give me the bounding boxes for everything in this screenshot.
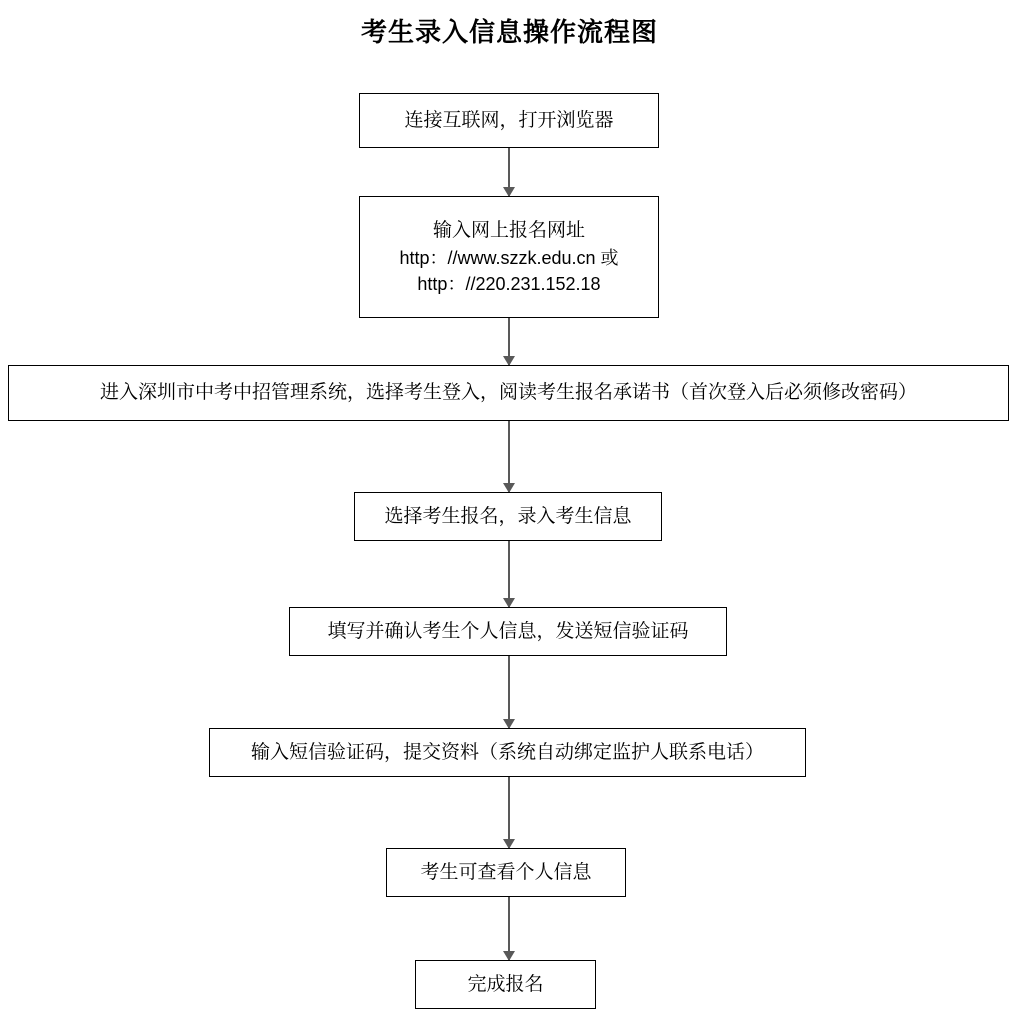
- flow-node-connect-internet: [359, 93, 659, 148]
- flow-node-complete-registration: [415, 960, 596, 1009]
- connector-n3-n4: [508, 421, 510, 492]
- page-title: 考生录入信息操作流程图: [360, 17, 658, 47]
- flow-node-text: 填写并确认考生个人信息，发送短信验证码: [327, 620, 689, 642]
- connector-n6-n7: [508, 777, 510, 848]
- flow-node-view-info: [386, 848, 626, 897]
- flow-node-fill-personal-info: [289, 607, 727, 656]
- connector-n1-n2: [508, 148, 510, 196]
- connector-n7-n8: [508, 897, 510, 960]
- flow-node-text: 输入网上报名网址: [432, 220, 585, 242]
- flow-node-select-registration: [354, 492, 662, 541]
- flow-node-text: http：//220.231.152.18: [417, 273, 601, 294]
- flow-node-text: 进入深圳市中考中招管理系统，选择考生登入，阅读考生报名承诺书（首次登入后必须修改密码）: [99, 382, 917, 404]
- flow-node-text: 输入短信验证码，提交资料（系统自动绑定监护人联系电话）: [250, 741, 764, 763]
- flow-node-submit-sms-code: [209, 728, 806, 777]
- flow-node-enter-url: [359, 196, 659, 318]
- connector-n2-n3: [508, 318, 510, 365]
- flow-node-text: 选择考生报名，录入考生信息: [384, 505, 632, 527]
- connector-n4-n5: [508, 541, 510, 607]
- flow-node-text: http：//www.szzk.edu.cn 或: [399, 247, 619, 268]
- flow-node-text: 完成报名: [467, 973, 544, 995]
- connector-n5-n6: [508, 656, 510, 728]
- flow-node-login-system: [8, 365, 1009, 421]
- flow-node-text: 连接互联网，打开浏览器: [404, 109, 614, 131]
- flow-node-text: 考生可查看个人信息: [420, 861, 592, 883]
